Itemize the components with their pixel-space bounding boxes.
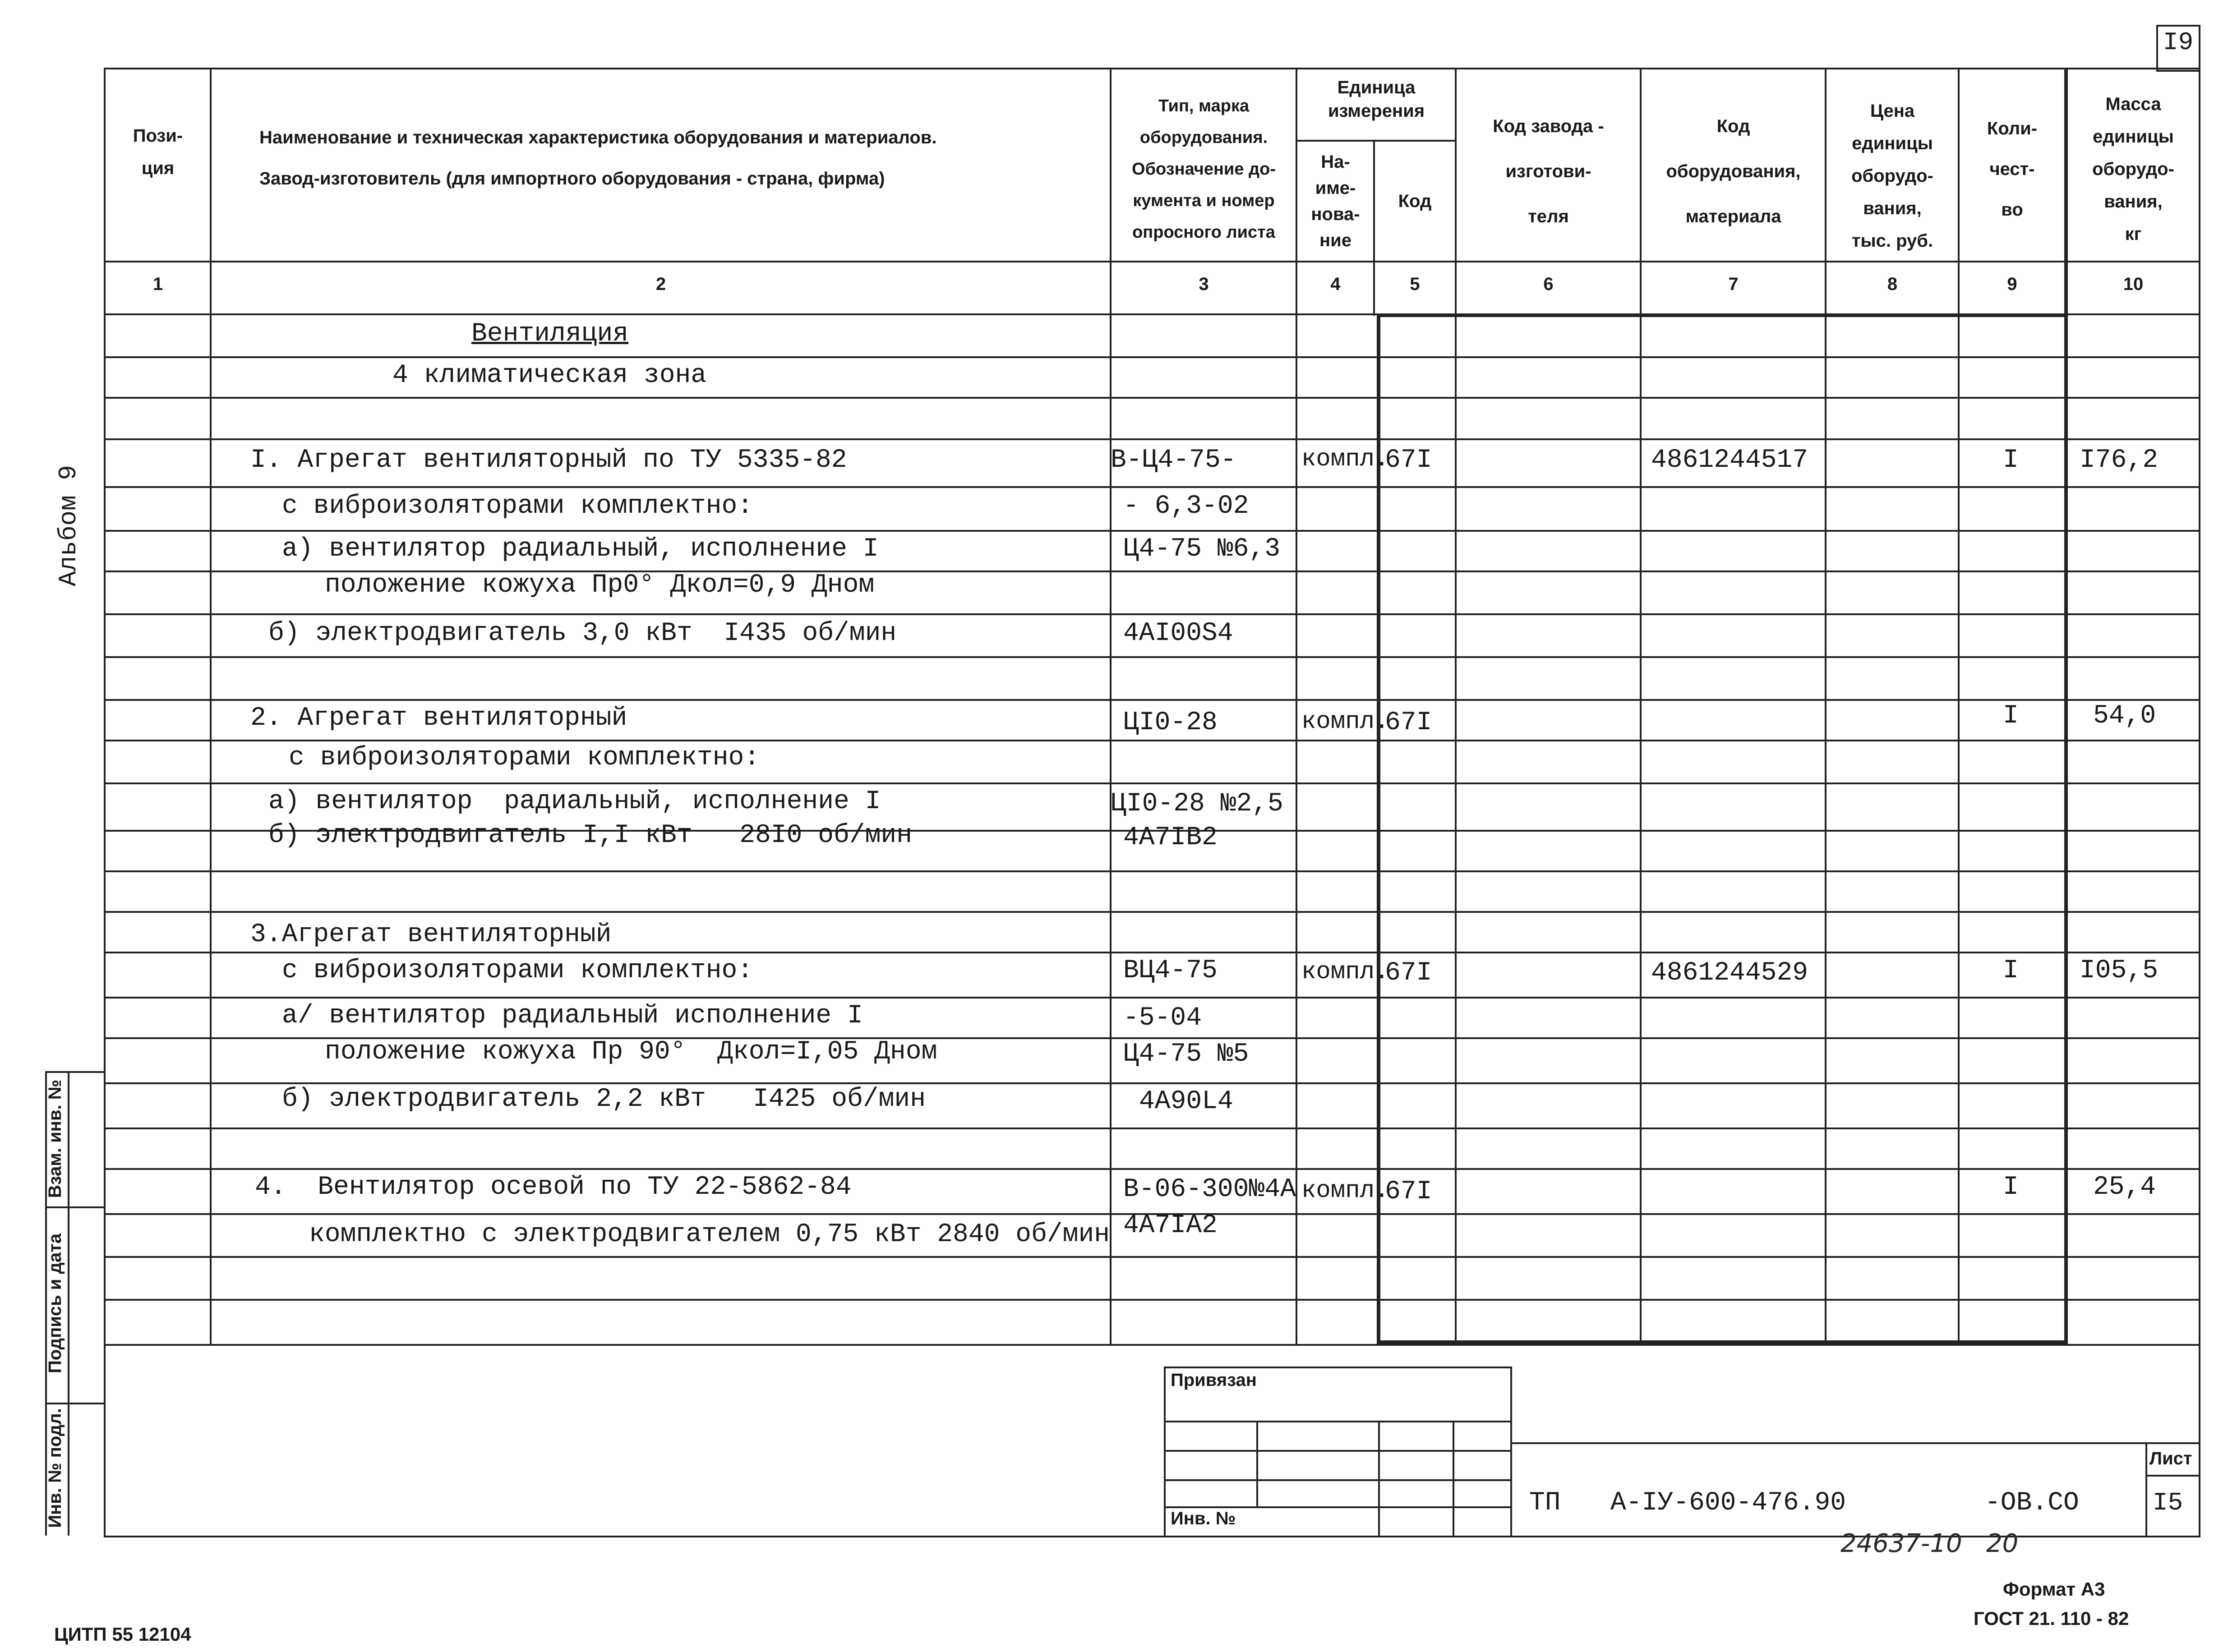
section-title: Вентиляция <box>471 319 629 349</box>
header-position: Пози- ция <box>133 126 183 178</box>
item3-line5: б) электродвигатель 2,2 кВт I425 об/мин <box>282 1085 926 1114</box>
item3-code: 67I <box>1385 958 1432 988</box>
inv-podl-label: Инв. № подл. <box>45 1408 65 1528</box>
item3-unit: компл. <box>1301 958 1389 986</box>
stamp-sheet-number: I5 <box>2153 1488 2183 1517</box>
item1-line1: I. Агрегат вентиляторный по ТУ 5335-82 <box>250 446 847 475</box>
item3-line4: положение кожуха Пр 90° Дкол=I,05 Дном <box>325 1037 937 1067</box>
colnum-6: 6 <box>1543 274 1554 294</box>
stamp-doc-prefix: ТП <box>1529 1488 1561 1518</box>
frame-left <box>104 68 106 1536</box>
header-name: Наименование и техническая характеристика оборудования и материалов. Завод-изготовитель (для импортного оборудования - страна, фирма) <box>259 128 937 189</box>
item4-line1: 4. Вентилятор осевой по ТУ 22-5862-84 <box>255 1173 852 1202</box>
colnum-7: 7 <box>1728 274 1739 294</box>
colnum-1: 1 <box>152 274 163 294</box>
header-unit-name: На- име- нова- ние <box>1311 152 1360 250</box>
item4-mass: 25,4 <box>2093 1173 2156 1202</box>
item2-quantity: I <box>2003 701 2019 731</box>
item3-type4: 4А90L4 <box>1139 1087 1233 1116</box>
item4-line2: комплектно с электродвигателем 0,75 кВт 2840 об/мин <box>309 1220 1110 1249</box>
item3-type3: Ц4-75 №5 <box>1123 1040 1249 1069</box>
item2-type2: ЦI0-28 №2,5 <box>1111 789 1283 819</box>
item2-code: 67I <box>1385 708 1432 737</box>
item3-quantity: I <box>2003 956 2019 985</box>
item4-type2: 4А7IА2 <box>1123 1211 1218 1240</box>
citp-label: ЦИТП 55 12104 <box>54 1624 191 1645</box>
climate-zone: 4 климатическая зона <box>392 361 707 390</box>
item1-type2: - 6,3-02 <box>1123 492 1249 521</box>
item3-mass: I05,5 <box>2080 956 2159 985</box>
item4-code: 67I <box>1385 1177 1432 1206</box>
item1-line5: б) электродвигатель 3,0 кВт I435 об/мин <box>268 619 897 648</box>
item2-type1: ЦI0-28 <box>1123 708 1218 737</box>
stamp-privyazan: Привязан <box>1171 1370 1257 1390</box>
stamp-doc-code: А-IУ-600-476.90 <box>1610 1488 1846 1518</box>
frame-top <box>104 68 2200 69</box>
stamp-sheet-label: Лист <box>2149 1449 2192 1468</box>
item2-mass: 54,0 <box>2093 701 2156 731</box>
item1-line4: положение кожуха Пр0° Дкол=0,9 Дном <box>325 571 875 600</box>
vzam-inv-label: Взам. инв. № <box>45 1079 65 1198</box>
frame-right <box>2199 68 2200 1536</box>
item4-unit: компл. <box>1301 1177 1389 1205</box>
format-label: Формат А3 <box>2003 1578 2105 1600</box>
item1-type4: 4АI00S4 <box>1123 619 1233 648</box>
item3-line1: 3.Агрегат вентиляторный <box>250 920 612 949</box>
colnum-4: 4 <box>1330 274 1341 294</box>
item2-line4: б) электродвигатель I,I кВт 28I0 об/мин <box>268 821 913 850</box>
stamp-doc-suffix: -ОВ.СО <box>1985 1488 2079 1518</box>
item2-line3: а) вентилятор радиальный, исполнение I <box>268 787 881 816</box>
stamp-inv-no: Инв. № <box>1171 1509 1236 1528</box>
item1-code: 67I <box>1385 446 1432 475</box>
header-price: Цена единицы оборудо- вания, тыс. руб. <box>1851 101 1933 251</box>
colnum-10: 10 <box>2123 274 2144 294</box>
header-mass: Масса единицы оборудо- вания, кг <box>2092 94 2174 244</box>
header-unit-group: Единица измерения <box>1328 78 1425 121</box>
header-quantity: Коли- чест- во <box>1987 119 2038 220</box>
item1-quantity: I <box>2003 446 2019 475</box>
album-label: Альбом 9 <box>54 465 83 586</box>
item1-type1: В-Ц4-75- <box>1111 446 1236 475</box>
colnum-8: 8 <box>1887 274 1898 294</box>
header-factory-code: Код завода - изготови- теля <box>1493 116 1604 226</box>
header-equipment-code: Код оборудования, материала <box>1666 116 1801 226</box>
header-unit-code: Код <box>1398 191 1432 211</box>
item3-line2: с виброизоляторами комплектно: <box>282 956 753 985</box>
colnum-9: 9 <box>2007 274 2017 294</box>
corner-sheet-number: I9 <box>2163 28 2194 57</box>
colnum-2: 2 <box>655 274 666 294</box>
item1-equipment-code: 4861244517 <box>1651 446 1808 475</box>
item3-type2: -5-04 <box>1123 1003 1202 1033</box>
item2-unit: компл. <box>1301 708 1389 736</box>
item4-quantity: I <box>2003 1173 2019 1202</box>
item1-unit: компл. <box>1301 446 1389 473</box>
item2-line2: с виброизоляторами комплектно: <box>289 743 760 773</box>
item1-line3: а) вентилятор радиальный, исполнение I <box>282 534 879 564</box>
item2-type3: 4А7IВ2 <box>1123 823 1218 852</box>
item4-type1: В-06-300№4А <box>1123 1175 1296 1204</box>
gost-label: ГОСТ 21. 110 - 82 <box>1974 1608 2129 1629</box>
item1-mass: I76,2 <box>2080 446 2159 475</box>
item1-type3: Ц4-75 №6,3 <box>1123 534 1281 564</box>
podpis-data-label: Подпись и дата <box>45 1233 65 1373</box>
item3-line3: а/ вентилятор радиальный исполнение I <box>282 1001 863 1031</box>
item3-type1: ВЦ4-75 <box>1123 956 1218 985</box>
item1-line2: с виброизоляторами комплектно: <box>282 492 753 521</box>
header-type: Тип, марка оборудования. Обозначение до- кумента и номер опросного листа <box>1132 97 1276 242</box>
item2-line1: 2. Агрегат вентиляторный <box>250 704 627 733</box>
item3-equipment-code: 4861244529 <box>1651 958 1808 988</box>
handwritten-number: 24637-10 20 <box>1840 1529 2019 1558</box>
colnum-5: 5 <box>1410 274 1420 294</box>
colnum-3: 3 <box>1199 274 1209 294</box>
